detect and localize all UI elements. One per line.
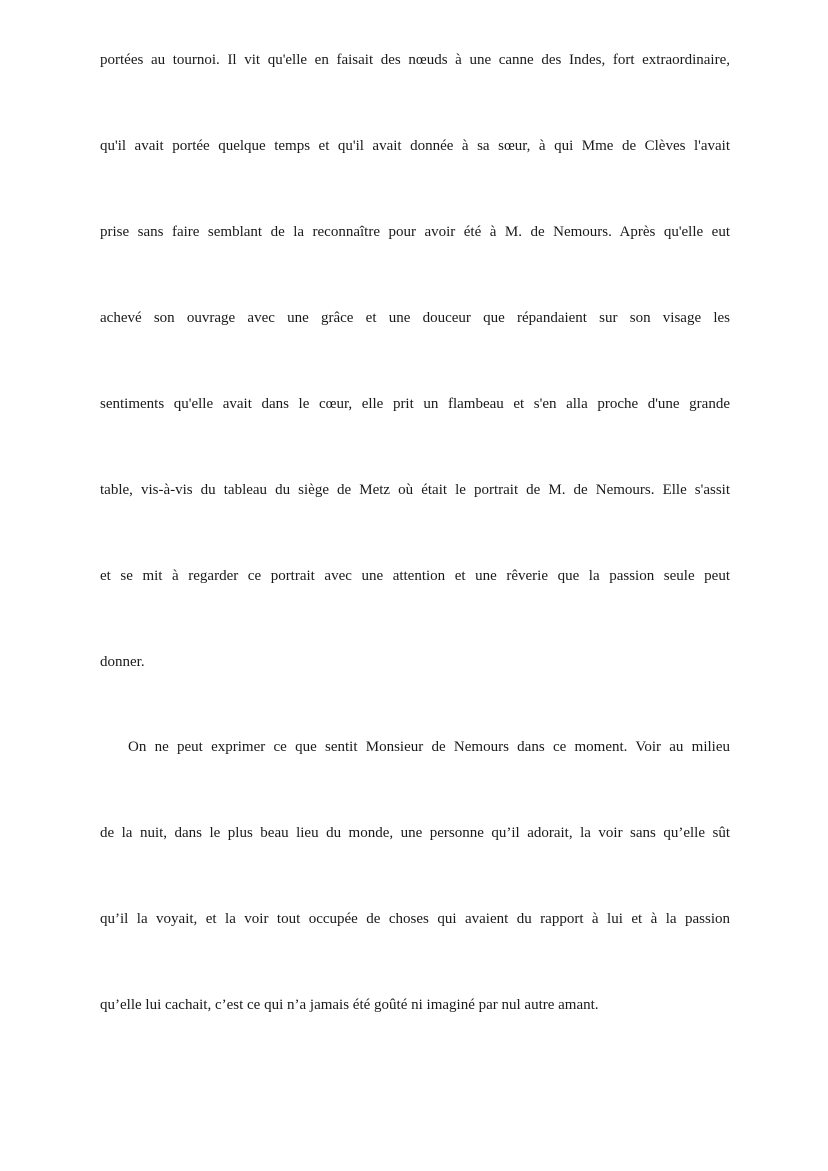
paragraph-2 [100, 737, 730, 1081]
text-line: On ne peut exprimer ce que sentit Monsieur de Nemours dans ce moment. Voir au milieu [128, 739, 730, 755]
text-line: et se mit à regarder ce portrait avec une attention et une rêverie que la passion seule peut [100, 568, 730, 584]
text-line: donner. [100, 654, 145, 670]
text-line: portées au tournoi. Il vit qu'elle en faisait des nœuds à une canne des Indes, fort extraordinaire, [100, 52, 730, 68]
text-line: achevé son ouvrage avec une grâce et une douceur que répandaient sur son visage les [100, 310, 730, 326]
text-line: de la nuit, dans le plus beau lieu du monde, une personne qu’il adorait, la voir sans qu’elle sût [100, 825, 730, 841]
text-line: prise sans faire semblant de la reconnaître pour avoir été à M. de Nemours. Après qu'elle eut [100, 224, 730, 240]
text-line: sentiments qu'elle avait dans le cœur, elle prit un flambeau et s'en alla proche d'une grande [100, 396, 730, 412]
text-line: qu'il avait portée quelque temps et qu'il avait donnée à sa sœur, à qui Mme de Clèves l'avait [100, 138, 730, 154]
paragraph-1 [100, 50, 730, 738]
text-line: qu’il la voyait, et la voir tout occupée de choses qui avaient du rapport à lui et à la passion [100, 911, 730, 927]
text-line: qu’elle lui cachait, c’est ce qui n’a jamais été goûté ni imaginé par nul autre amant. [100, 997, 599, 1013]
text-line: table, vis-à-vis du tableau du siège de Metz où était le portrait de M. de Nemours. Elle s'assit [100, 482, 730, 498]
